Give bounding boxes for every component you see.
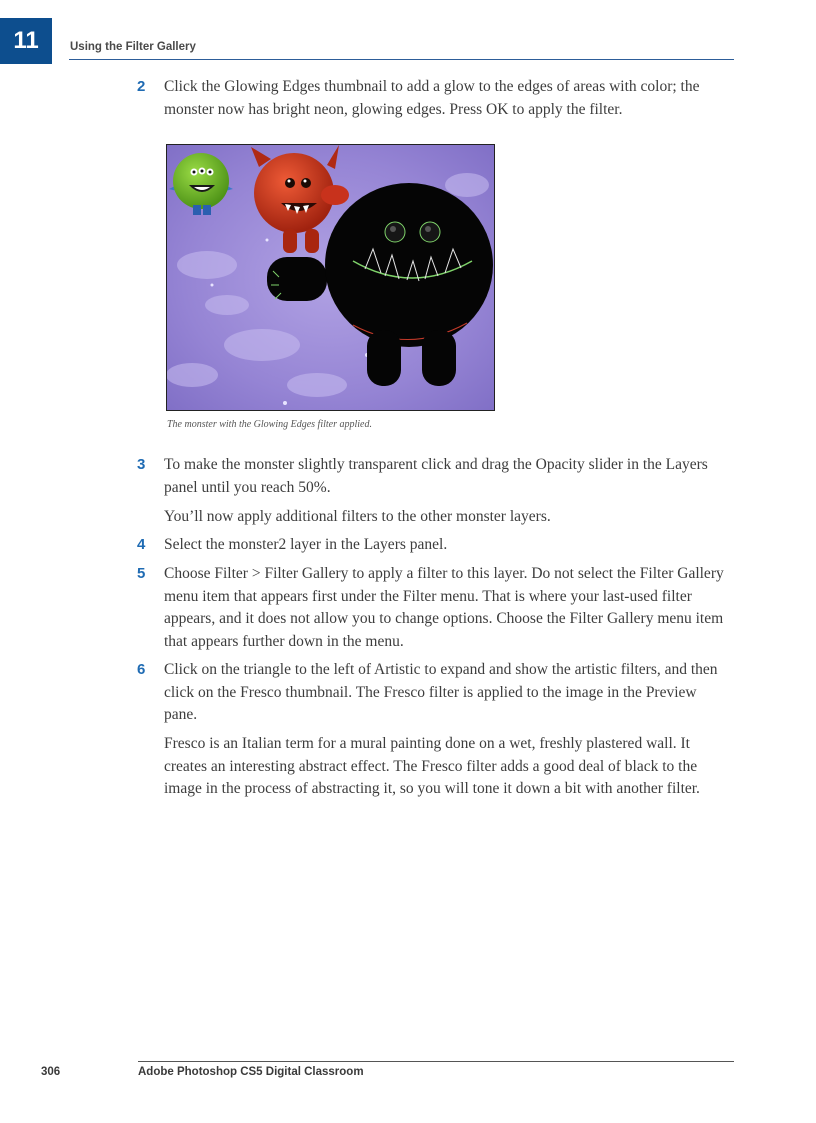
footer-rule: [138, 1061, 734, 1062]
step-text: Click the Glowing Edges thumbnail to add a glow to the edges of areas with color; the monster now has bright neon, glowing edges. Press OK to apply the filter.: [164, 78, 700, 118]
green-monster-body: [173, 153, 229, 209]
red-monster-right-eye: [301, 178, 311, 188]
chapter-number-tab: 11: [0, 18, 52, 64]
paragraph-after-step-6: Fresco is an Italian term for a mural painting done on a wet, freshly plastered wall. It creates an interesting abstract effect. The Fresco filter adds a good deal of black to the image in the process of abstracting it, so you will tone it down a bit with another filter.: [164, 735, 700, 797]
black-monster-left-leg: [367, 330, 401, 386]
red-monster-left-eye: [285, 178, 295, 188]
step-number: 4: [137, 536, 146, 553]
step-text: To make the monster slightly transparent click and drag the Opacity slider in the Layers panel until you reach 50%.: [164, 456, 708, 496]
black-monster-right-leg: [422, 330, 456, 386]
black-monster-right-eye: [420, 222, 440, 242]
running-header-title: Using the Filter Gallery: [70, 41, 196, 53]
black-monster-arm: [267, 257, 327, 301]
step-3: [137, 454, 730, 499]
step-4: [137, 534, 730, 557]
step-6: [137, 659, 730, 727]
header-rule: [69, 59, 734, 60]
step-text: Choose Filter > Filter Gallery to apply a filter to this layer. Do not select the Filter Gallery menu item that appears first under the Filter menu. That is where your last-used filter appears, and it does not allow you to change options. Choose the Filter Gallery menu item that appears further down in the menu.: [164, 565, 724, 650]
paragraph-after-step-3: You’ll now apply additional filters to the other monster layers.: [164, 508, 551, 525]
book-title: Adobe Photoshop CS5 Digital Classroom: [138, 1066, 364, 1078]
monster-illustration: [167, 145, 494, 410]
black-monster-left-eye: [385, 222, 405, 242]
step-number: 5: [137, 565, 146, 582]
page-number: 306: [41, 1066, 61, 1078]
step-text: Click on the triangle to the left of Artistic to expand and show the artistic filters, and then click on the Fresco thumbnail. The Fresco filter is applied to the image in the Preview pane.: [164, 661, 718, 723]
monster-figure: [166, 144, 495, 411]
step-2: [137, 76, 730, 121]
step-number: 6: [137, 661, 146, 678]
black-monster-body: [325, 183, 493, 347]
figure-caption: The monster with the Glowing Edges filter applied.: [167, 419, 372, 430]
step-number: 2: [137, 78, 146, 95]
step-number: 3: [137, 456, 146, 473]
step-text: Select the monster2 layer in the Layers panel.: [164, 536, 448, 553]
step-5: [137, 563, 730, 653]
